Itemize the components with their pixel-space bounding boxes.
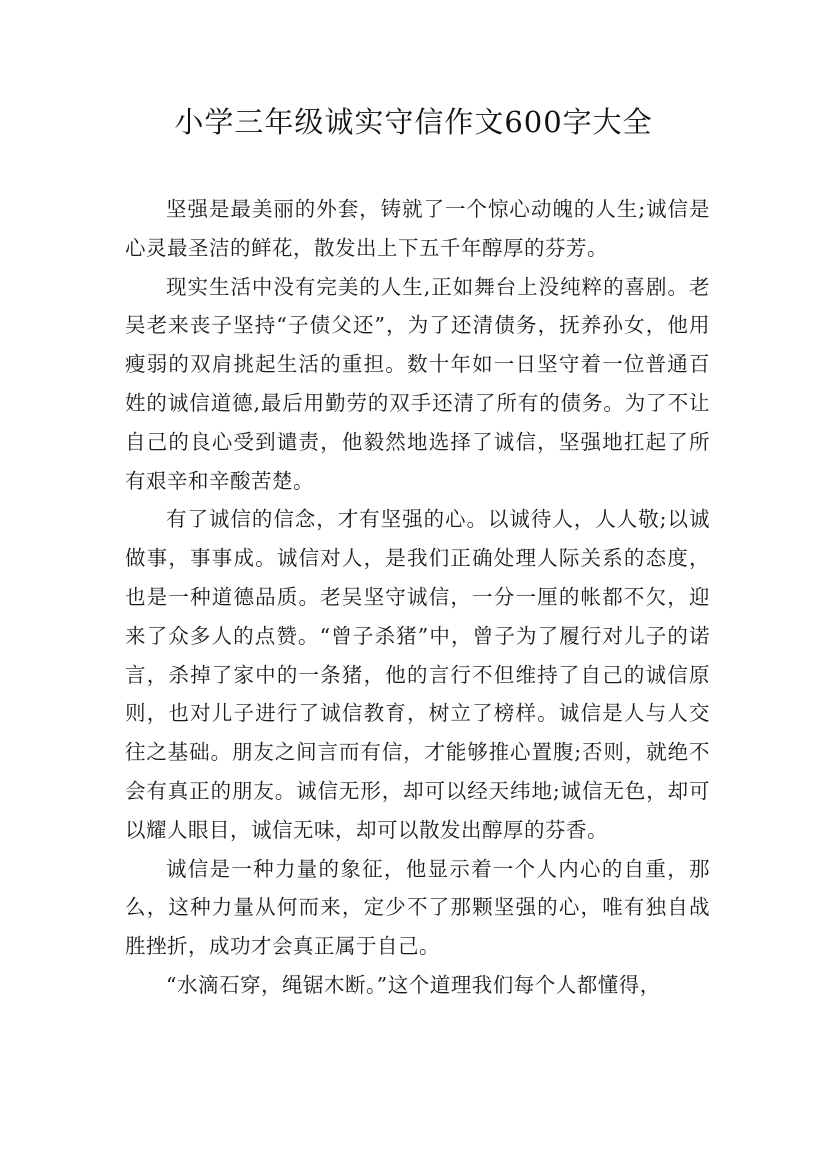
paragraph: 坚强是最美丽的外套，铸就了一个惊心动魄的人生;诚信是心灵最圣洁的鲜花，散发出上下五千年醇厚的芬芳。 [125, 197, 710, 260]
paragraph: 诚信是一种力量的象征，他显示着一个人内心的自重，那么，这种力量从何而来，定少不了那颗坚强的心，唯有独自战胜挫折，成功才会真正属于自己。 [125, 856, 710, 959]
essay-body [125, 190, 710, 1005]
paragraph: 有了诚信的信念，才有坚强的心。以诚待人，人人敬;以诚做事，事事成。诚信对人，是我们正确处理人际关系的态度，也是一种道德品质。老吴坚守诚信，一分一厘的帐都不欠，迎来了众多人的点赞。“曾子杀猪”中，曾子为了履行对儿子的诺言，杀掉了家中的一条猪，他的言行不但维持了自己的诚信原则，也对儿子进行了诚信教育，树立了榜样。诚信是人与人交往之基础。朋友之间言而有信，才能够推心置腹;否则，就绝不会有真正的朋友。诚信无形，却可以经天纬地;诚信无色，却可以耀人眼目，诚信无味，却可以散发出醇厚的芬香。 [125, 507, 710, 842]
paragraph: 现实生活中没有完美的人生,正如舞台上没纯粹的喜剧。老吴老来丧子坚持“子债父还”，为了还清债务，抚养孙女，他用瘦弱的双肩挑起生活的重担。数十年如一日坚守着一位普通百姓的诚信道德,最后用勤劳的双手还清了所有的债务。为了不让自己的良心受到谴责，他毅然地选择了诚信，坚强地扛起了所有艰辛和辛酸苦楚。 [125, 274, 710, 493]
page-title: 小学三年级诚实守信作文600字大全 [174, 105, 653, 139]
paragraph: “水滴石穿，绳锯木断。”这个道理我们每个人都懂得， [166, 972, 661, 997]
